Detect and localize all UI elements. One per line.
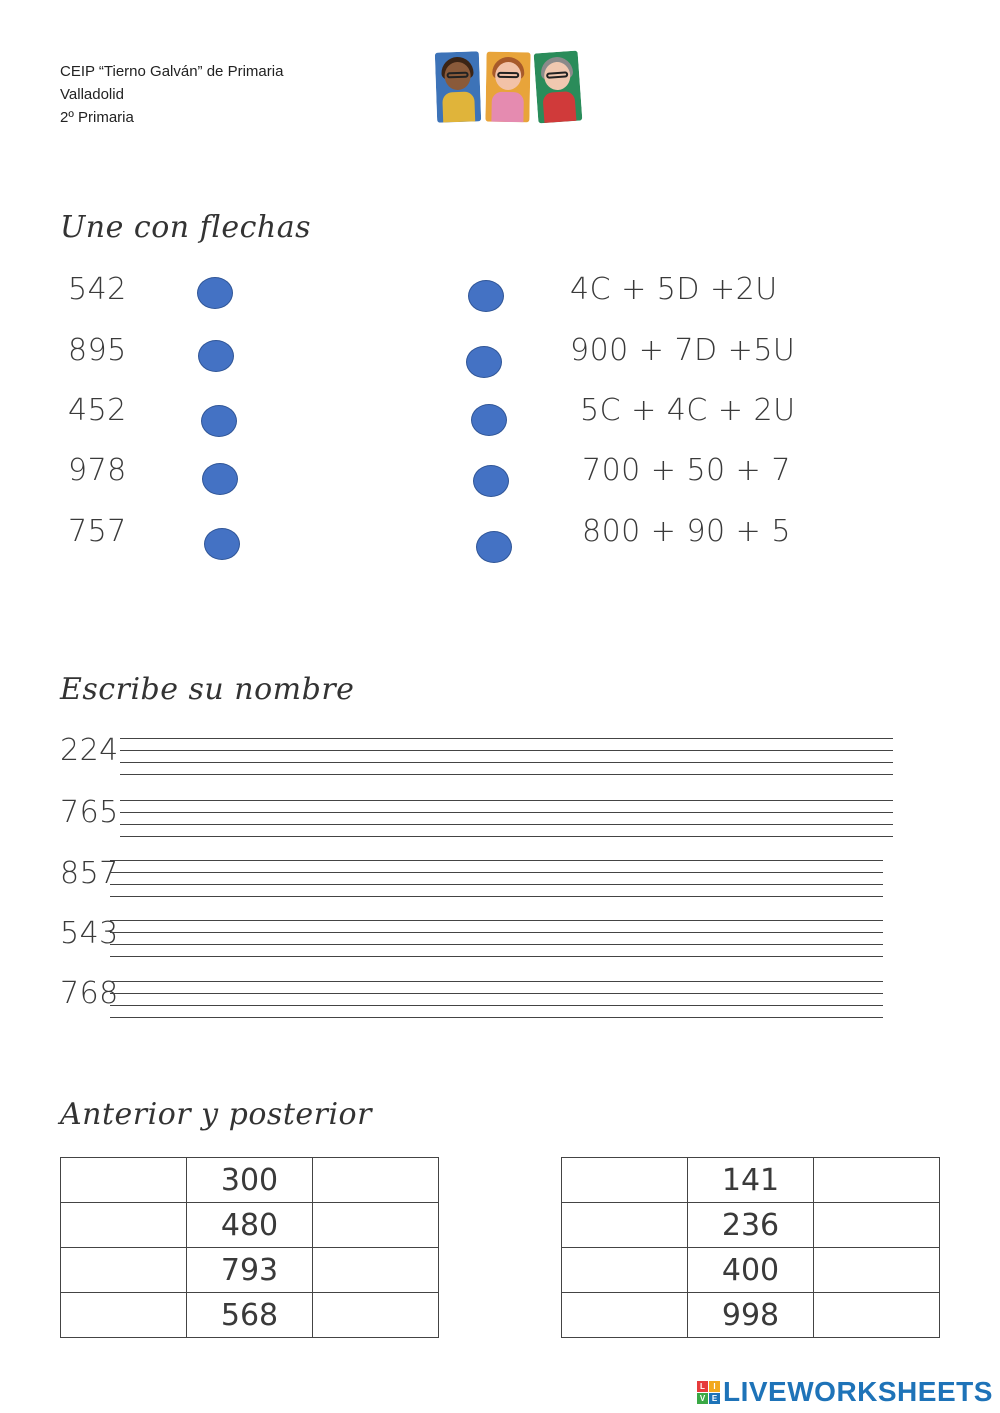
table-row (562, 1158, 940, 1203)
writing-lines-3[interactable] (110, 860, 883, 900)
match-number-1: 542 (68, 272, 127, 307)
teacher-avatar-3-icon (534, 51, 583, 124)
before-cell[interactable] (61, 1158, 187, 1203)
school-grade: 2º Primaria (60, 109, 134, 126)
writing-lines-1[interactable] (120, 738, 893, 778)
table-row (562, 1203, 940, 1248)
given-number: 998 (688, 1293, 814, 1338)
school-header (60, 60, 283, 129)
teacher-avatar-2-icon (485, 52, 530, 123)
match-dot-right-4[interactable] (473, 465, 509, 497)
table-row (61, 1203, 439, 1248)
writing-lines-5[interactable] (110, 981, 883, 1021)
given-number: 400 (688, 1248, 814, 1293)
after-cell[interactable] (313, 1203, 439, 1248)
match-dot-right-1[interactable] (468, 280, 504, 312)
brand-name: LIVEWORKSHEETS (723, 1376, 993, 1407)
match-dot-left-1[interactable] (197, 277, 233, 309)
before-cell[interactable] (61, 1293, 187, 1338)
match-expression-5: 800 + 90 + 5 (582, 514, 791, 549)
write-number-1: 224 (60, 733, 119, 768)
before-after-table-left (60, 1157, 439, 1338)
school-city: Valladolid (60, 86, 124, 103)
given-number: 141 (688, 1158, 814, 1203)
match-expression-3: 5C + 4C + 2U (580, 393, 796, 428)
after-cell[interactable] (814, 1248, 940, 1293)
before-cell[interactable] (61, 1203, 187, 1248)
table-row (562, 1293, 940, 1338)
match-number-5: 757 (68, 514, 127, 549)
section-title-before-after: Anterior y posterior (60, 1097, 372, 1132)
after-cell[interactable] (313, 1248, 439, 1293)
before-cell[interactable] (562, 1293, 688, 1338)
match-dot-right-5[interactable] (476, 531, 512, 563)
table-row (61, 1158, 439, 1203)
match-number-4: 978 (68, 453, 127, 488)
given-number: 480 (187, 1203, 313, 1248)
teacher-avatars (436, 52, 586, 126)
match-dot-right-2[interactable] (466, 346, 502, 378)
given-number: 236 (688, 1203, 814, 1248)
before-cell[interactable] (562, 1203, 688, 1248)
write-number-5: 768 (60, 976, 119, 1011)
match-expression-4: 700 + 50 + 7 (582, 453, 791, 488)
write-number-2: 765 (60, 795, 119, 830)
liveworksheets-logo-icon: L I V E (697, 1381, 721, 1405)
match-expression-1: 4C + 5D +2U (570, 272, 778, 307)
section-title-match: Une con flechas (60, 210, 311, 245)
match-expression-2: 900 + 7D +5U (570, 333, 796, 368)
after-cell[interactable] (313, 1293, 439, 1338)
after-cell[interactable] (814, 1203, 940, 1248)
writing-lines-2[interactable] (120, 800, 893, 840)
after-cell[interactable] (313, 1158, 439, 1203)
table-row (61, 1248, 439, 1293)
match-number-3: 452 (68, 393, 127, 428)
table-row (61, 1293, 439, 1338)
section-title-write: Escribe su nombre (60, 672, 355, 707)
write-number-3: 857 (60, 856, 119, 891)
table-row (562, 1248, 940, 1293)
before-cell[interactable] (562, 1158, 688, 1203)
given-number: 568 (187, 1293, 313, 1338)
school-name: CEIP “Tierno Galván” de Primaria (60, 63, 284, 80)
match-dot-left-2[interactable] (198, 340, 234, 372)
teacher-avatar-1-icon (435, 51, 481, 122)
match-dot-left-4[interactable] (202, 463, 238, 495)
after-cell[interactable] (814, 1158, 940, 1203)
before-after-table-right (561, 1157, 940, 1338)
write-number-4: 543 (60, 916, 119, 951)
match-dot-left-3[interactable] (201, 405, 237, 437)
before-cell[interactable] (61, 1248, 187, 1293)
writing-lines-4[interactable] (110, 920, 883, 960)
match-number-2: 895 (68, 333, 127, 368)
after-cell[interactable] (814, 1293, 940, 1338)
given-number: 793 (187, 1248, 313, 1293)
before-cell[interactable] (562, 1248, 688, 1293)
match-dot-right-3[interactable] (471, 404, 507, 436)
given-number: 300 (187, 1158, 313, 1203)
match-dot-left-5[interactable] (204, 528, 240, 560)
